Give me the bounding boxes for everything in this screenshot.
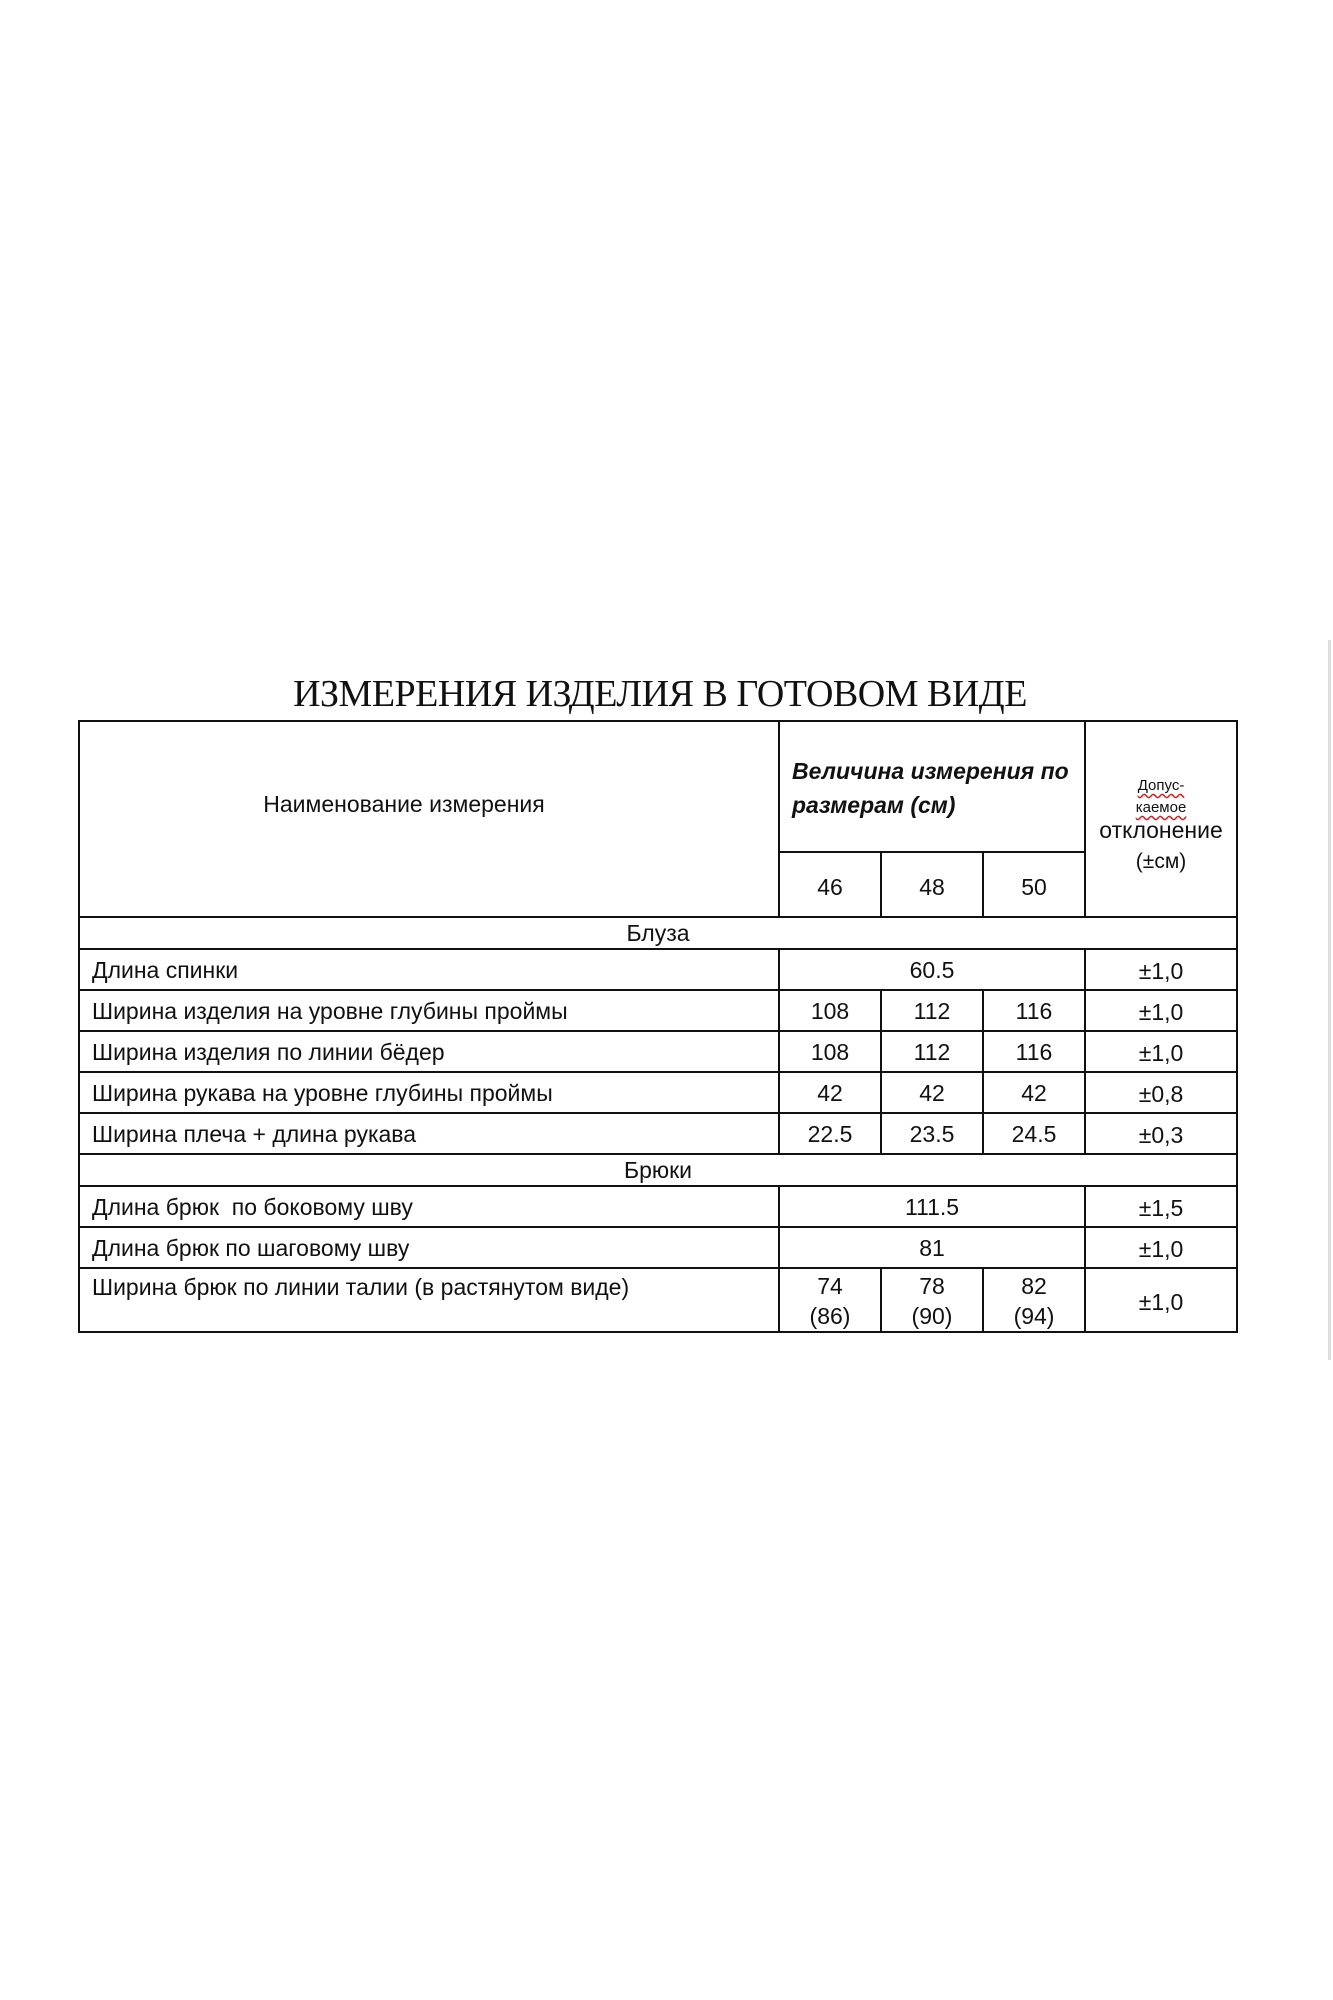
row-name: Ширина изделия по линии бёдер: [79, 1031, 779, 1072]
row-value-50: 24.5: [983, 1113, 1085, 1154]
header-row: [79, 721, 1237, 852]
row-tolerance: ±1,0: [1085, 1031, 1237, 1072]
row-name: Ширина плеча + длина рукава: [79, 1113, 779, 1154]
row-value-46: 108: [779, 990, 881, 1031]
row-value-48: [881, 1268, 983, 1332]
row-value-all-sizes: 60.5: [779, 949, 1085, 990]
size-50: 50: [983, 852, 1085, 917]
value: 82: [1021, 1273, 1047, 1299]
row-tolerance: ±1,0: [1085, 1268, 1237, 1332]
table-row: [79, 1186, 1237, 1227]
value-stretched: (86): [809, 1303, 851, 1329]
row-name: Ширина рукава на уровне глубины проймы: [79, 1072, 779, 1113]
row-value-46: [779, 1268, 881, 1332]
document-title: ИЗМЕРЕНИЯ ИЗДЕЛИЯ В ГОТОВОМ ВИДЕ: [293, 673, 1027, 715]
table-row: [79, 990, 1237, 1031]
measurement-name-header: Наименование измерения: [79, 721, 779, 917]
row-name: Длина спинки: [79, 949, 779, 990]
size-48: 48: [881, 852, 983, 917]
row-value-48: 112: [881, 1031, 983, 1072]
tolerance-header-line3: отклонение: [1099, 817, 1223, 843]
row-value-46: 42: [779, 1072, 881, 1113]
size-46: 46: [779, 852, 881, 917]
sizes-header: Величина измерения по размерам (см): [779, 721, 1085, 852]
row-tolerance: ±1,0: [1085, 949, 1237, 990]
row-name: Ширина изделия на уровне глубины проймы: [79, 990, 779, 1031]
row-value-46: 22.5: [779, 1113, 881, 1154]
table-row: [79, 1268, 1237, 1332]
section-label-blouse: Блуза: [79, 917, 1237, 949]
row-tolerance: ±1,0: [1085, 1227, 1237, 1268]
table-row: [79, 1113, 1237, 1154]
section-row-blouse: [79, 917, 1237, 949]
value: 78: [919, 1273, 945, 1299]
row-value-48: 23.5: [881, 1113, 983, 1154]
row-name: Длина брюк по боковому шву: [79, 1186, 779, 1227]
table-row: [79, 949, 1237, 990]
table-row: [79, 1031, 1237, 1072]
section-row-trousers: [79, 1154, 1237, 1186]
row-tolerance: ±1,0: [1085, 990, 1237, 1031]
row-value-50: 42: [983, 1072, 1085, 1113]
row-value-50: [983, 1268, 1085, 1332]
row-value-50: 116: [983, 1031, 1085, 1072]
row-tolerance: ±0,3: [1085, 1113, 1237, 1154]
table-row: [79, 1227, 1237, 1268]
section-label-trousers: Брюки: [79, 1154, 1237, 1186]
row-value-all-sizes: 81: [779, 1227, 1085, 1268]
row-value-48: 112: [881, 990, 983, 1031]
row-tolerance: ±0,8: [1085, 1072, 1237, 1113]
row-value-50: 116: [983, 990, 1085, 1031]
row-value-all-sizes: 111.5: [779, 1186, 1085, 1227]
row-value-46: 108: [779, 1031, 881, 1072]
tolerance-header-line1: Допус-: [1137, 777, 1185, 794]
measurements-table: [78, 720, 1238, 1333]
tolerance-header: [1085, 721, 1237, 917]
value: 74: [817, 1273, 843, 1299]
row-name: Длина брюк по шаговому шву: [79, 1227, 779, 1268]
row-name: Ширина брюк по линии талии (в растянутом виде): [79, 1268, 779, 1332]
row-tolerance: ±1,5: [1085, 1186, 1237, 1227]
value-stretched: (94): [1013, 1303, 1055, 1329]
row-value-48: 42: [881, 1072, 983, 1113]
page-edge-shadow: [1328, 640, 1331, 1360]
tolerance-header-line2: каемое: [1135, 799, 1187, 816]
value-stretched: (90): [911, 1303, 953, 1329]
tolerance-unit: (±см): [1135, 850, 1187, 873]
table-row: [79, 1072, 1237, 1113]
